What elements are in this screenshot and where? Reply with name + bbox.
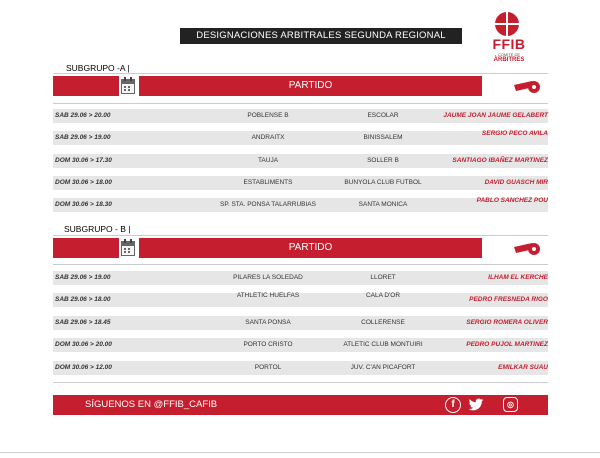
table-row xyxy=(53,293,548,307)
header-label: PARTIDO xyxy=(288,242,333,253)
home-team: TAUJA xyxy=(257,157,279,164)
subgroup-a-label: SUBGRUPO -A | xyxy=(66,63,130,73)
match-date: SAB 29.06 > 18.00 xyxy=(55,296,111,303)
basketball-icon xyxy=(495,12,519,36)
match-date: DOM 30.06 > 12.00 xyxy=(55,364,112,371)
away-team: SANTA MONICA xyxy=(358,201,408,208)
home-team: PORTO CRISTO xyxy=(243,341,293,348)
whistle-icon-box xyxy=(482,238,548,258)
away-team: COLLERENSE xyxy=(361,319,405,326)
match-date: SAB 29.06 > 19.00 xyxy=(55,274,111,281)
home-team: SP. STA. PONSA TALARRUBIAS xyxy=(220,201,316,208)
home-team: ANDRAITX xyxy=(251,134,285,141)
table-row xyxy=(53,338,548,352)
referee: SANTIAGO IBAÑEZ MARTINEZ xyxy=(452,157,548,164)
match-date: SAB 29.06 > 19.00 xyxy=(55,134,111,141)
whistle-icon xyxy=(512,77,542,95)
divider xyxy=(53,73,548,74)
whistle-icon-box xyxy=(482,76,548,96)
twitter-icon[interactable] xyxy=(468,397,484,413)
match-date: DOM 30.06 > 18.00 xyxy=(55,179,112,186)
away-team: BUNYOLA CLUB FUTBOL xyxy=(344,179,422,186)
divider xyxy=(53,103,548,104)
match-date: SAB 29.06 > 20.00 xyxy=(55,112,111,119)
home-team: PORTOL xyxy=(254,364,282,371)
away-team: ATLETIC CLUB MONTUIRI xyxy=(343,341,423,348)
logo-brand: FFIB xyxy=(492,36,526,52)
away-team: JUV. C'AN PICAFORT xyxy=(350,364,416,371)
social-footer xyxy=(53,395,548,415)
referee: PEDRO FRESNEDA RIGO xyxy=(469,296,548,303)
logo-arbitres: ÀRBITRES xyxy=(493,57,525,63)
instagram-icon[interactable]: ◎ xyxy=(503,397,518,412)
divider xyxy=(0,452,600,453)
ffib-logo xyxy=(486,12,532,72)
referee: EMILKAR SUAU xyxy=(498,364,548,371)
referee: ILHAM EL KERCHE xyxy=(488,274,548,281)
table-row xyxy=(53,154,548,168)
referee: SERGIO ROMERA OLIVER xyxy=(466,319,548,326)
group-b-header xyxy=(53,238,548,258)
calendar-icon xyxy=(121,239,135,255)
logo-sub: COMITÉ DE xyxy=(497,52,521,57)
home-team: ESTABLIMENTS xyxy=(243,179,293,186)
away-team: LLORET xyxy=(370,274,396,281)
referee: SERGIO PECO AVILA xyxy=(481,130,548,137)
referee: PEDRO PUJOL MARTINEZ xyxy=(466,341,548,348)
table-row xyxy=(53,176,548,190)
referee: JAUME JOAN JAUME GELABERT xyxy=(443,112,548,119)
table-row xyxy=(53,198,548,212)
away-team: ESCOLAR xyxy=(367,112,399,119)
calendar-icon-box xyxy=(119,76,139,96)
referee: DAVID GUASCH MIR xyxy=(484,179,548,186)
header-label: PARTIDO xyxy=(288,80,333,91)
home-team: ATHLETIC HUELFAS xyxy=(236,292,300,299)
away-team: SOLLER B xyxy=(367,157,399,164)
divider xyxy=(53,235,548,236)
calendar-icon-box xyxy=(119,238,139,258)
match-date: DOM 30.06 > 20.00 xyxy=(55,341,112,348)
whistle-icon xyxy=(512,239,542,257)
follow-us-text: SÍGUENOS EN @FFIB_CAFIB xyxy=(85,399,218,410)
page-title: DESIGNACIONES ARBITRALES SEGUNDA REGIONAL xyxy=(180,28,462,44)
facebook-icon[interactable]: f xyxy=(445,397,461,413)
subgroup-b-label: SUBGRUPO - B | xyxy=(64,224,131,234)
table-row xyxy=(53,271,548,285)
home-team: SANTA PONSA xyxy=(245,319,291,326)
calendar-icon xyxy=(121,77,135,93)
table-row xyxy=(53,316,548,330)
match-date: DOM 30.06 > 17.30 xyxy=(55,157,112,164)
away-team: BINISSALEM xyxy=(363,134,403,141)
match-date: DOM 30.06 > 18.30 xyxy=(55,201,112,208)
table-row xyxy=(53,131,548,145)
home-team: PILARES LA SOLEDAD xyxy=(233,274,303,281)
divider xyxy=(53,264,548,265)
table-row xyxy=(53,109,548,123)
group-a-header xyxy=(53,76,548,96)
divider xyxy=(53,382,548,383)
away-team: CALA D'OR xyxy=(365,292,401,299)
match-date: SAB 29.06 > 18.45 xyxy=(55,319,111,326)
referee: PABLO SANCHEZ POU xyxy=(476,197,548,204)
home-team: POBLENSE B xyxy=(247,112,289,119)
table-row xyxy=(53,361,548,375)
